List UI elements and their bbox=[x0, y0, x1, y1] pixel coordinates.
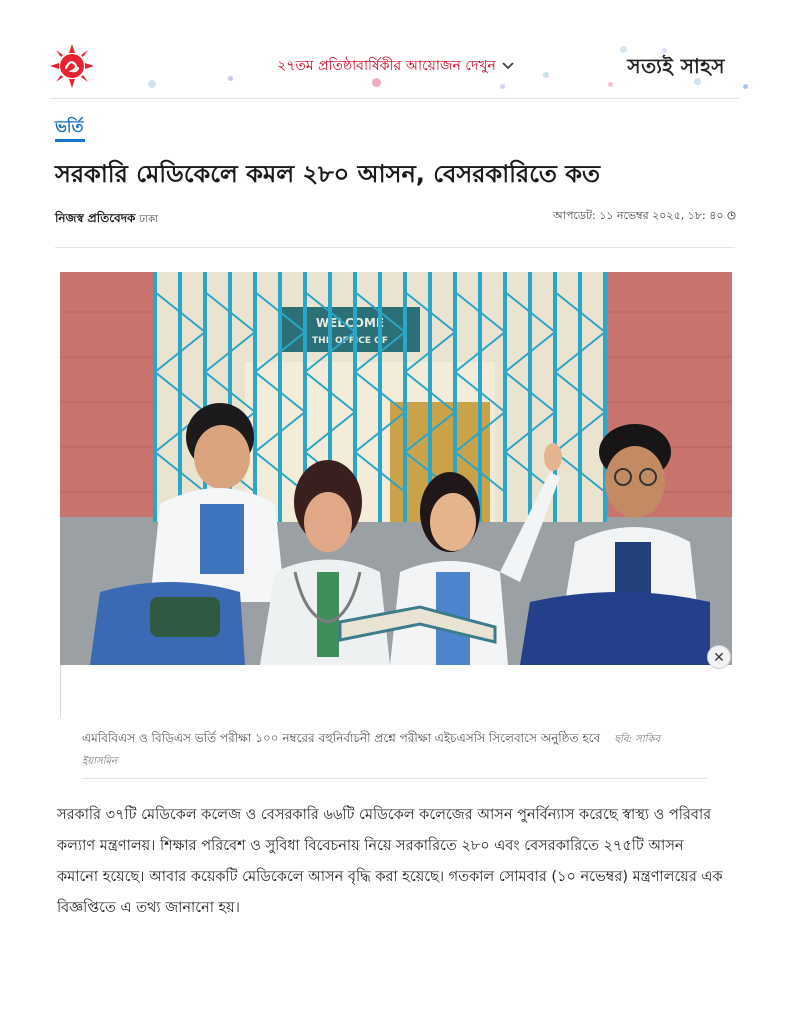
clock-icon bbox=[727, 211, 736, 220]
updated-timestamp bbox=[553, 207, 736, 226]
chevron-down-icon bbox=[502, 58, 514, 74]
decorative-dot bbox=[500, 84, 505, 89]
promo-text: ২৭তম প্রতিষ্ঠাবার্ষিকীর আয়োজন দেখুন bbox=[277, 58, 496, 74]
decorative-dot bbox=[148, 80, 156, 88]
decorative-dot bbox=[228, 76, 233, 81]
category-link[interactable]: ভর্তি bbox=[55, 117, 84, 136]
decorative-dot bbox=[543, 72, 549, 78]
decorative-dot bbox=[662, 48, 667, 53]
photo-caption bbox=[82, 728, 682, 772]
article-headline: সরকারি মেডিকেলে কমল ২৮০ আসন, বেসরকারিতে কত bbox=[55, 160, 601, 188]
author-location: ঢাকা bbox=[139, 214, 158, 225]
author-name[interactable]: নিজস্ব প্রতিবেদক bbox=[55, 211, 136, 225]
site-header bbox=[0, 0, 791, 100]
sign-line-2: THE OFFICE OF bbox=[312, 336, 388, 346]
caption-text: এমবিবিএস ও বিডিএস ভর্তি পরীক্ষা ১০০ নম্বরের বহুনির্বাচনী প্রশ্নে পরীক্ষা এইচএসসি সিলেবাসে অনুষ্ঠিত হবে bbox=[82, 731, 601, 745]
caption-divider bbox=[82, 778, 707, 779]
students-photo-illustration bbox=[60, 272, 732, 665]
category-underline bbox=[55, 139, 85, 142]
article-body: সরকারি ৩৭টি মেডিকেল কলেজ ও বেসরকারি ৬৬টি মেডিকেল কলেজের আসন পুনর্বিন্যাস করেছে স্বাস্থ্য ও পরিবার কল্যাণ মন্ত্রণালয়। শিক্ষার পরিবেশ ও সুবিধা বিবেচনায় নিয়ে সরকারিতে ২৮০ এবং বেসরকারিতে ২৭৫টি আসন কমানো হয়েছে। আবার কয়েকটি মেডিকেলে আসন বৃদ্ধি করা হয়েছে। গতকাল সোমবার (১০ নভেম্বর) মন্ত্রণালয়ের এক বিজ্ঞপ্তিতে এ তথ্য জানানো হয়। bbox=[57, 807, 723, 916]
updated-text: আপডেট: ১১ নভেম্বর ২০২৫, ১৮: ৪০ bbox=[553, 209, 724, 222]
author-byline bbox=[55, 210, 158, 230]
sign-line-1: WELCOME bbox=[315, 316, 385, 330]
decorative-dot bbox=[372, 78, 381, 87]
brand-slogan: সত্যই সাহস bbox=[627, 54, 725, 78]
decorative-dot bbox=[608, 82, 613, 87]
decorative-dot bbox=[620, 46, 627, 53]
decorative-dot bbox=[694, 78, 701, 85]
decorative-dot bbox=[743, 84, 748, 89]
article-photo[interactable] bbox=[60, 272, 732, 665]
byline-divider bbox=[55, 247, 735, 248]
header-divider bbox=[50, 98, 740, 99]
close-button[interactable]: ✕ bbox=[707, 645, 731, 669]
photo-frame-line bbox=[60, 665, 61, 717]
photo-credit: ছবি: সাকিব ইয়াসমিন bbox=[82, 734, 661, 767]
